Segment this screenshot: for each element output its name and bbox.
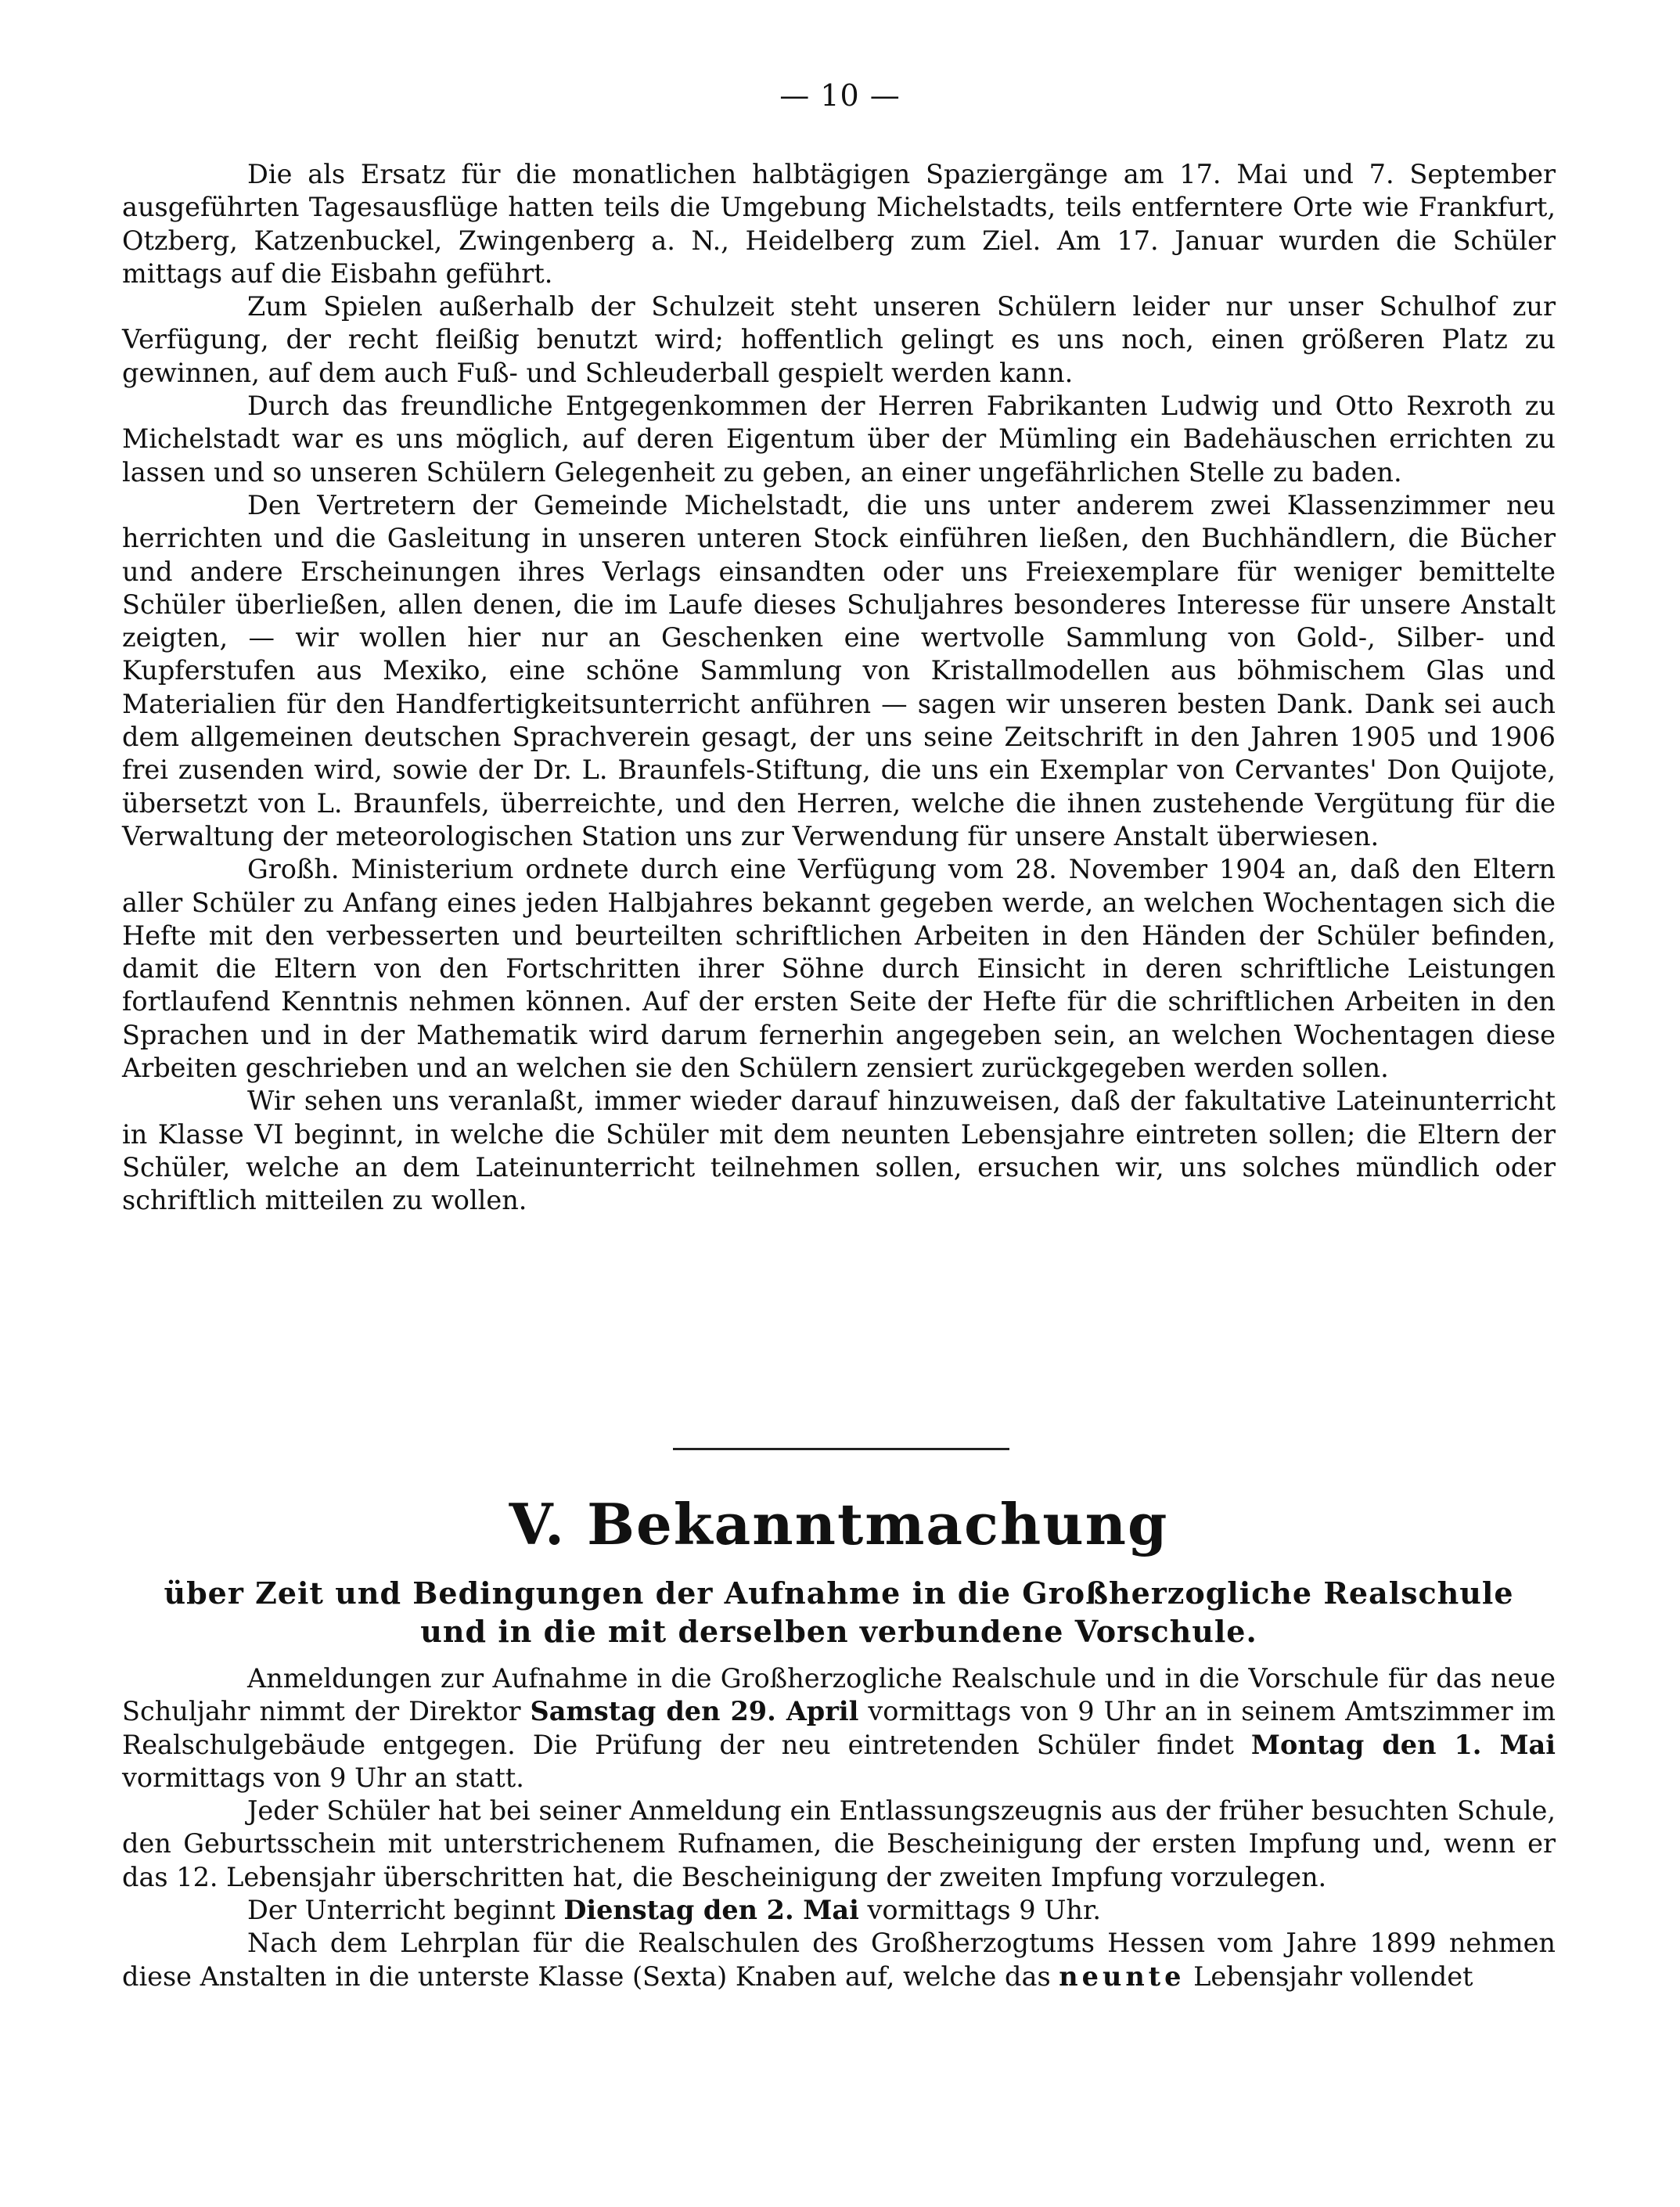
page-number: — 10 — — [779, 78, 901, 113]
paragraph-thanks: Den Vertretern der Gemeinde Michelstadt, die uns unter anderem zwei Klassenzimmer neu herrichten und die Gasleitung in unseren unteren Stock einführen ließen, den Buchhändlern, die Bücher und andere Erscheinungen ihres Verlags einsandten oder uns Freiexemplare für weniger bemittelte Schüler überließen, allen denen, die im Laufe dieses Schuljahres besonderes Interesse für unsere Anstalt zeigten, — wir wollen hier nur an Geschenken eine wertvolle Sammlung von Gold-, Silber- und Kupferstufen aus Mexiko, eine schöne Sammlung von Kristallmodellen aus böhmischem Glas und Materialien für den Handfertigkeitsunterricht anführen — sagen wir unseren besten Dank. Dank sei auch dem allgemeinen deutschen Sprachverein gesagt, der uns seine Zeitschrift in den Jahren 1905 und 1906 frei zusenden wird, sowie der Dr. L. Braunfels-Stiftung, die uns ein Exemplar von Cervantes' Don Quijote, übersetzt von L. Braunfels, überreichte, und den Herren, welche die ihnen zustehende Vergütung für die Verwaltung der meteorologischen Station uns zur Verwendung für unsere Anstalt überwiesen. — [122, 489, 1556, 851]
section-divider — [673, 1448, 1009, 1450]
section-subtitle-line2: und in die mit derselben verbundene Vorschule. — [420, 1614, 1257, 1649]
text-run: vormittags von 9 Uhr an statt. — [122, 1762, 524, 1793]
text-run: Der Unterricht beginnt — [247, 1895, 564, 1926]
paragraph-excursions: Die als Ersatz für die monatlichen halbtägigen Spaziergänge am 17. Mai und 7. September ausgeführten Tagesausflüge hatten teils die Umgebung Michelstadts, teils entferntere Orte wie Frankfurt, Otzberg, Katzenbuckel, Zwingenberg a. N., Heidelberg zum Ziel. Am 17. Januar wurden die Schüler mittags auf die Eisbahn geführt. — [122, 159, 1556, 289]
age-emphasis: neunte — [1059, 1960, 1185, 1992]
paragraph-latin: Wir sehen uns veranlaßt, immer wieder darauf hinzuweisen, daß der fakultative Lateinunterricht in Klasse VI beginnt, in welche die Schüler mit dem neunten Lebensjahre eintreten sollen; die Eltern der Schüler, welche an dem Lateinunterricht teilnehmen sollen, ersuchen wir, uns solches mündlich oder schriftlich mitteilen zu wollen. — [122, 1085, 1556, 1216]
paragraph-documents: Jeder Schüler hat bei seiner Anmeldung ein Entlassungszeugnis aus der früher besuchten Schule, den Geburtsschein mit unterstrichenem Rufnamen, die Bescheinigung der ersten Impfung und, wenn er das 12. Lebensjahr überschritten hat, die Bescheinigung der zweiten Impfung vorzulegen. — [122, 1795, 1556, 1892]
paragraph-ministry: Großh. Ministerium ordnete durch eine Verfügung vom 28. November 1904 an, daß den Eltern aller Schüler zu Anfang eines jeden Halbjahres bekannt gegeben werde, an welchen Wochentagen sich die Hefte mit den verbesserten und beurteilten schriftlichen Arbeiten in den Händen der Schüler befinden, damit die Eltern von den Fortschritten ihrer Söhne durch Einsicht in deren schriftliche Leistungen fortlaufend Kenntnis nehmen können. Auf der ersten Seite der Hefte für die schriftlichen Arbeiten in den Sprachen und in der Mathematik wird darum fernerhin angegeben sein, an welchen Wochentagen diese Arbeiten geschrieben und an welchen sie den Schülern zensiert zurückgegeben werden sollen. — [122, 854, 1556, 1084]
text-run: Nach dem Lehrplan für die Realschulen des Großherzogtums Hessen vom Jahre 1899 nehmen diese Anstalten in die unterste Klasse (Sexta) Knaben auf, welche das — [122, 1928, 1556, 1992]
body-text-lower — [122, 1662, 1556, 1993]
paragraph-curriculum — [122, 1927, 1556, 1993]
section-title: V. Bekanntmachung — [509, 1491, 1169, 1557]
paragraph-start — [122, 1894, 1556, 1927]
paragraph-registration — [122, 1662, 1556, 1795]
body-text-upper — [122, 158, 1556, 1218]
section-subtitle-line1: über Zeit und Bedingungen der Aufnahme in die Großherzogliche Realschule — [164, 1575, 1514, 1611]
text-run: vormittags 9 Uhr. — [858, 1895, 1101, 1926]
paragraph-bathhouse: Durch das freundliche Entgegenkommen der Herren Fabrikanten Ludwig und Otto Rexroth zu Michelstadt war es uns möglich, auf deren Eigentum über der Mümling ein Badehäuschen errichten zu lassen und so unseren Schülern Gelegenheit zu geben, an einer ungefährlichen Stelle zu baden. — [122, 391, 1556, 488]
text-run: Anmeldungen zur Aufnahme in die Großherzogliche Realschule und in die Vorschule für das neue Schuljahr nimmt der Direktor — [122, 1663, 1556, 1727]
date-emphasis: Dienstag den 2. Mai — [563, 1895, 859, 1926]
text-run: vormittags von 9 Uhr an in seinem Amtszimmer im Realschulgebäude entgegen. Die Prüfung der neu eintretenden Schüler findet — [122, 1696, 1556, 1760]
date-emphasis: Samstag den 29. April — [530, 1696, 859, 1727]
date-emphasis: Montag den 1. Mai — [1250, 1729, 1556, 1760]
text-run: Lebensjahr vollendet — [1185, 1960, 1473, 1992]
paragraph-playground: Zum Spielen außerhalb der Schulzeit steht unseren Schülern leider nur unser Schulhof zur Verfügung, der recht fleißig benutzt wird; hoffentlich gelingt es uns noch, einen größeren Platz zu gewinnen, auf dem auch Fuß- und Schleuderball gespielt werden kann. — [122, 291, 1556, 388]
